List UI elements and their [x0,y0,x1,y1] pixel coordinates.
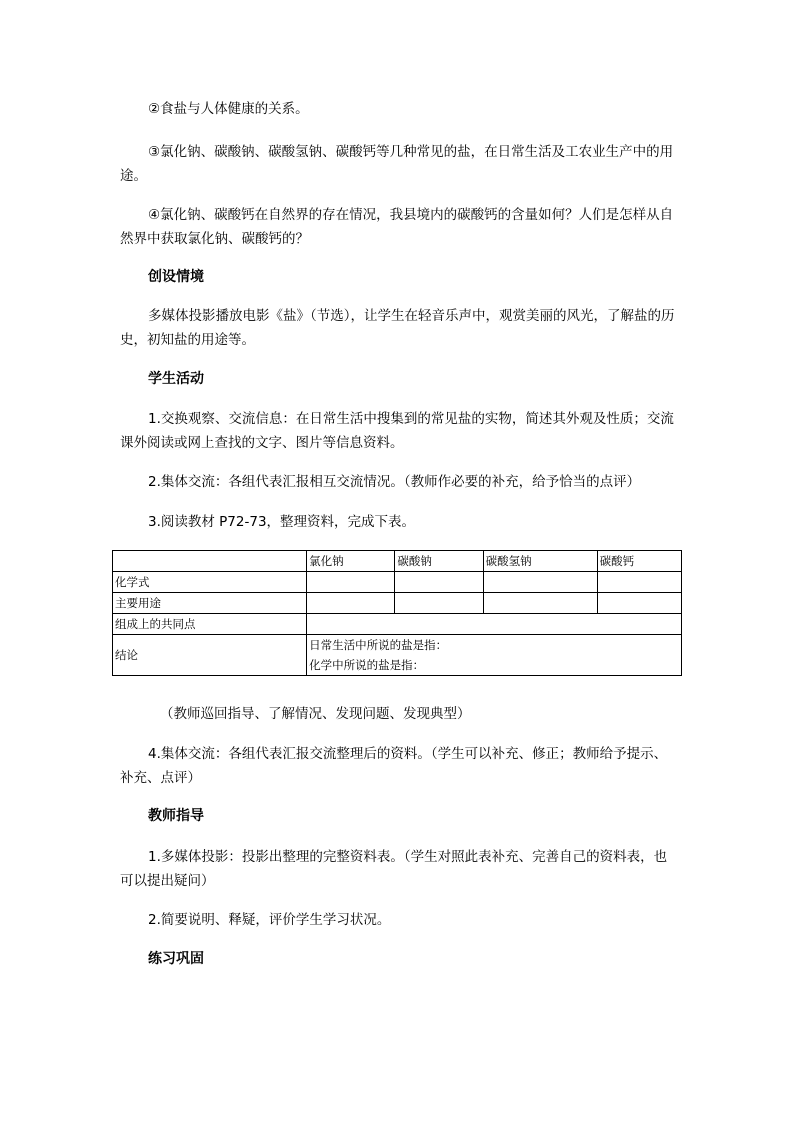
heading-practice: 练习巩固 [148,951,204,967]
table-cell[interactable] [395,593,483,614]
guidance-step-2: 2.简要说明、释疑，评价学生学习状况。 [148,912,391,928]
heading-create-scenario: 创设情境 [148,269,204,285]
table-row [113,593,682,614]
table-cell[interactable] [483,572,597,593]
list-item-3: ③氯化钠、碳酸钠、碳酸氢钠、碳酸钙等几种常见的盐，在日常生活及工农业生产中的用途。 [120,144,674,184]
table-header-cell [113,551,307,572]
table-cell[interactable] [307,593,395,614]
table-row [113,635,682,676]
table-cell[interactable] [395,572,483,593]
table-cell[interactable] [597,572,681,593]
conclusion-daily: 日常生活中所说的盐是指： [309,638,448,652]
table-row [113,572,682,593]
activity-step-1: 1.交换观察、交流信息：在日常生活中搜集到的常见盐的实物，简述其外观及性质；交流课外阅读或网上查找的文字、图片等信息资料。 [120,411,674,451]
table-cell[interactable] [597,593,681,614]
table-header-cell: 碳酸钠 [395,551,483,572]
table-header-cell: 氯化钠 [307,551,395,572]
table-cell[interactable] [307,572,395,593]
table-header-cell: 碳酸氢钠 [483,551,597,572]
conclusion-cell[interactable] [307,635,682,676]
scenario-text: 多媒体投影播放电影《盐》（节选），让学生在轻音乐声中，观赏美丽的风光，了解盐的历史，初知盐的用途等。 [120,308,675,348]
table-row [113,614,682,635]
teacher-note: （教师巡回指导、了解情况、发现问题、发现典型） [160,706,471,722]
row-label-conclusion: 结论 [113,635,307,676]
row-label-formula: 化学式 [113,572,307,593]
activity-step-3: 3.阅读教材 P72-73，整理资料，完成下表。 [148,514,416,530]
row-label-uses: 主要用途 [113,593,307,614]
guidance-step-1: 1.多媒体投影：投影出整理的完整资料表。（学生对照此表补充、完善自己的资料表，也可以提出疑问） [120,849,668,889]
conclusion-chemistry: 化学中所说的盐是指： [309,658,425,672]
heading-teacher-guidance: 教师指导 [148,808,204,824]
table-cell[interactable] [483,593,597,614]
salt-info-table [112,550,682,676]
table-header-row [113,551,682,572]
activity-step-4: 4.集体交流：各组代表汇报交流整理后的资料。（学生可以补充、修正；教师给予提示、补充、点评） [120,746,668,786]
list-item-4: ④氯化钠、碳酸钙在自然界的存在情况，我县境内的碳酸钙的含量如何？人们是怎样从自然界中获取氯化钠、碳酸钙的？ [120,207,674,247]
table-cell[interactable] [307,614,682,635]
row-label-common: 组成上的共同点 [113,614,307,635]
list-item-2: ②食盐与人体健康的关系。 [148,101,309,117]
heading-student-activity: 学生活动 [148,371,204,387]
activity-step-2: 2.集体交流：各组代表汇报相互交流情况。（教师作必要的补充，给予恰当的点评） [148,474,641,490]
table-header-cell: 碳酸钙 [597,551,681,572]
